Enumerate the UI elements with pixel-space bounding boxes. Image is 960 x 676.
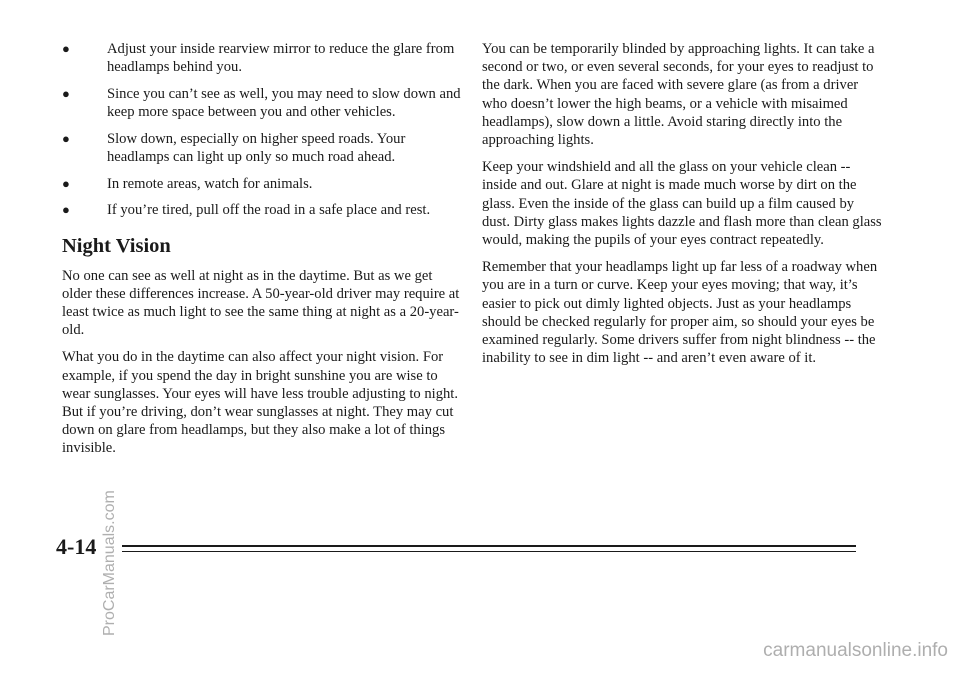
section-heading: Night Vision bbox=[62, 234, 171, 257]
bullet-icon: ● bbox=[62, 85, 70, 101]
bullet-icon: ● bbox=[62, 175, 70, 191]
page-footer bbox=[56, 533, 856, 561]
bullet-text: Adjust your inside rearview mirror to reduce the glare from headlamps behind you. bbox=[107, 41, 455, 76]
bullet-text: Slow down, especially on higher speed roads. Your headlamps can light up only so much road ahead. bbox=[107, 130, 406, 166]
body-paragraph: Keep your windshield and all the glass on your vehicle clean -- inside and out. Glare at night is made much worse by dirt on the glass. Even the inside of the glass can build up a film caused by dust. Dirty glass makes lights dazzle and flash more than clean glass would, making the pupils of your eyes contract repeatedly. bbox=[482, 159, 882, 249]
body-paragraph: Remember that your headlamps light up far less of a roadway when you are in a turn or curve. Keep your eyes moving; that way, it’s easier to pick out dimly lighted objects. Just as your headlamps should be checked regularly for proper aim, so should your eyes be examined regularly. Some drivers suffer from night blindness -- the inability to see in dim light -- and aren’t even aware of it. bbox=[482, 259, 878, 367]
bullet-icon: ● bbox=[62, 130, 70, 146]
body-paragraph: You can be temporarily blinded by approaching lights. It can take a second or two, or even several seconds, for your eyes to readjust to the dark. When you are faced with severe glare (as from a driver who doesn’t lower the high beams, or a vehicle with misaimed headlamps), slow down a little. Avoid staring directly into the approaching lights. bbox=[482, 41, 875, 149]
bullet-item bbox=[62, 130, 462, 166]
bullet-item bbox=[62, 175, 462, 193]
tips-bullet-list bbox=[62, 40, 462, 220]
footer-watermark-url: carmanualsonline.info bbox=[763, 640, 948, 661]
bullet-item bbox=[62, 85, 462, 121]
bullet-text: In remote areas, watch for animals. bbox=[107, 175, 313, 192]
body-paragraph: What you do in the daytime can also affect your night vision. For example, if you spend the day in bright sunshine you are wise to wear sunglasses. Your eyes will have less trouble adjusting to night. But if you’re driving, don’t wear sunglasses at night. They may cut down on glare from headlamps, but they also make a lot of things invisible. bbox=[62, 349, 459, 457]
left-column bbox=[62, 40, 462, 467]
bullet-icon: ● bbox=[62, 41, 70, 56]
bullet-item bbox=[62, 40, 462, 76]
bullet-text: If you’re tired, pull off the road in a safe place and rest. bbox=[107, 202, 431, 219]
bullet-icon: ● bbox=[62, 202, 70, 218]
right-column bbox=[482, 40, 884, 376]
page-number: 4-14 bbox=[56, 534, 97, 559]
footer-rule-thin bbox=[122, 551, 856, 552]
bullet-text: Since you can’t see as well, you may need to slow down and keep more space between you and other vehicles. bbox=[107, 85, 461, 121]
side-watermark bbox=[100, 490, 120, 636]
footer-rule bbox=[122, 545, 856, 547]
bullet-item bbox=[62, 201, 462, 219]
watermark-text: ProCarManuals.com bbox=[101, 490, 118, 636]
body-paragraph: No one can see as well at night as in the daytime. But as we get older these differences increase. A 50-year-old driver may require at least twice as much light to see the same thing at night as a 20-year-old. bbox=[62, 267, 460, 339]
